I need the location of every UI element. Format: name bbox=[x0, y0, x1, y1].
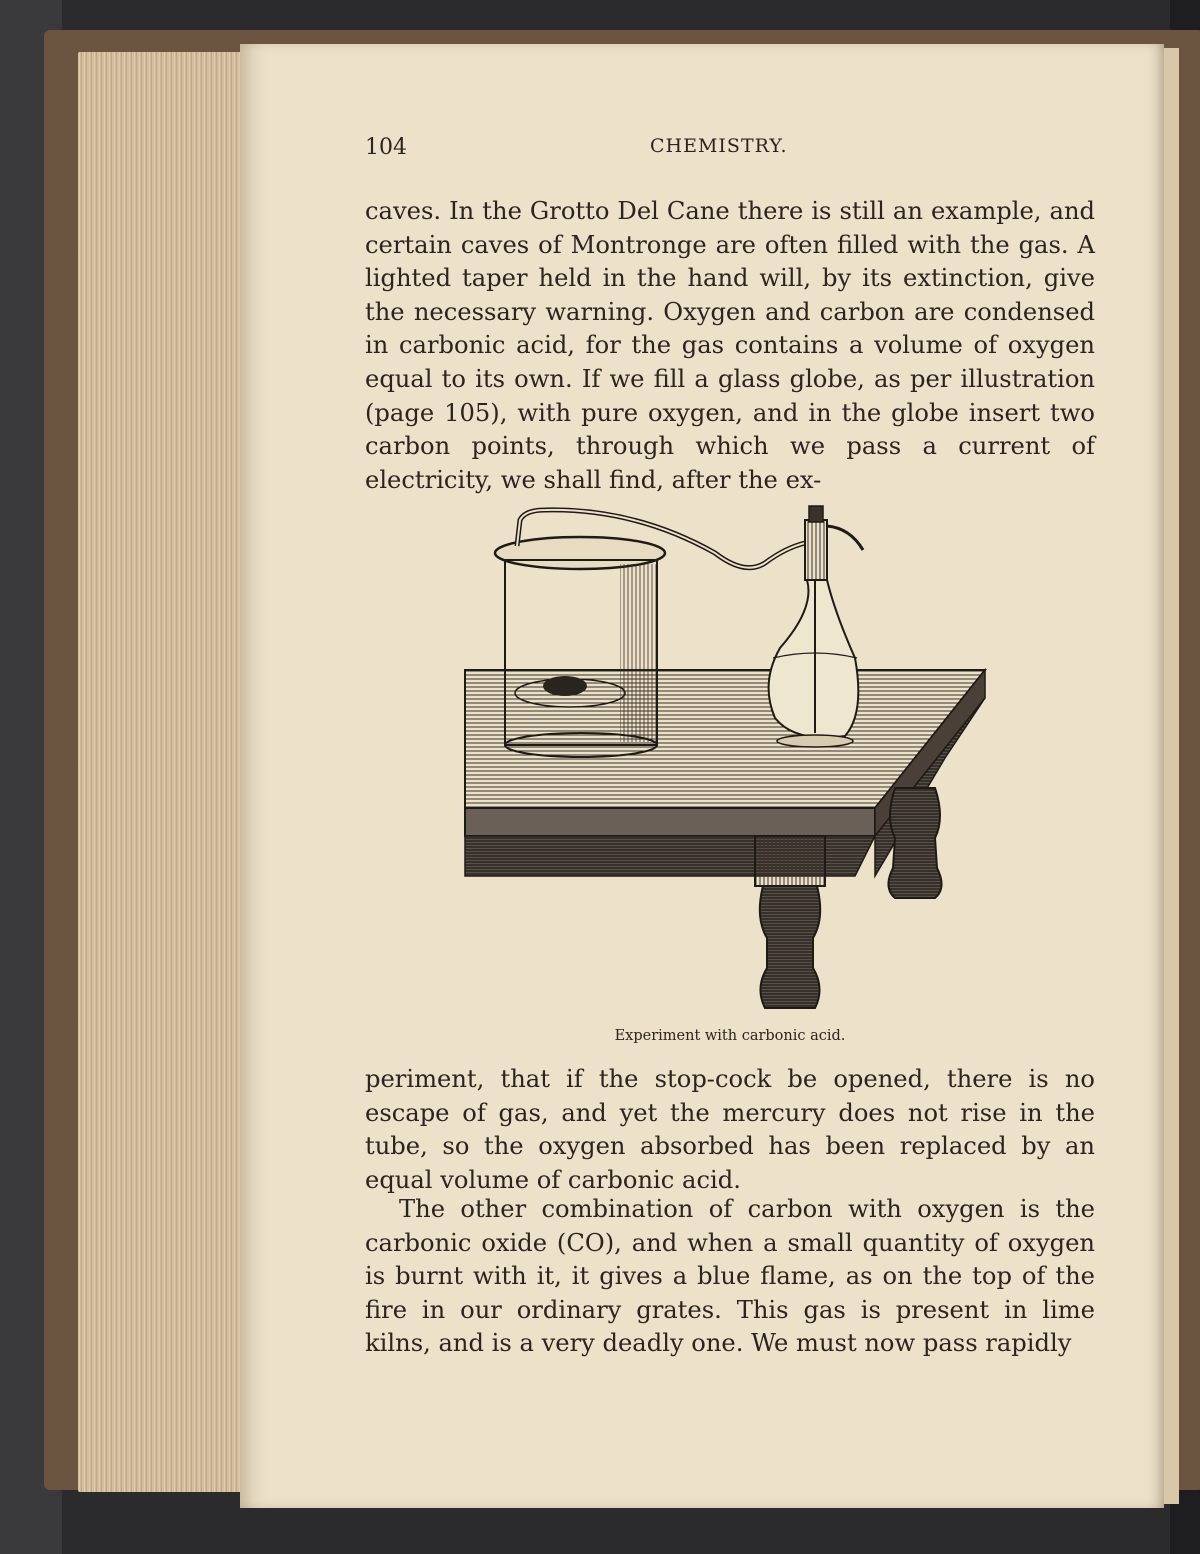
running-title: CHEMISTRY. bbox=[650, 135, 788, 157]
table bbox=[465, 670, 985, 1008]
glass-globe bbox=[769, 506, 863, 747]
paragraph-2: periment, that if the stop-cock be opened, there is no escape of gas, and yet the mercury does not rise in the tube, so the oxygen absorbed has been replaced by an equal volume of carbonic acid. bbox=[365, 1065, 1095, 1194]
page-number: 104 bbox=[365, 135, 407, 160]
paragraph-1: caves. In the Grotto Del Cane there is still an example, and certain caves of Montronge are often filled with the gas. A lighted taper held in the hand will, by its extinction, give the necessary warning. Oxygen and carbon are condensed in carbonic acid, for the gas contains a volume of oxygen equal to its own. If we fill a glass globe, as per illustration (page 105), with pure oxygen, and in the globe insert two carbon points, through which we pass a current of electricity, we shall find, after the ex- bbox=[365, 197, 1095, 494]
running-head bbox=[365, 135, 1085, 169]
illustration-engraving bbox=[455, 498, 1000, 1028]
paragraph-3: The other combination of carbon with oxygen is the carbonic oxide (CO), and when a small quantity of oxygen is burnt with it, it gives a blue flame, as on the top of the fire in our ordinary grates. This gas is present in lime kilns, and is a very deadly one. We must now pass rapidly bbox=[365, 1195, 1095, 1358]
figure-caption: Experiment with carbonic acid. bbox=[614, 1028, 846, 1044]
page-edges bbox=[78, 52, 258, 1492]
